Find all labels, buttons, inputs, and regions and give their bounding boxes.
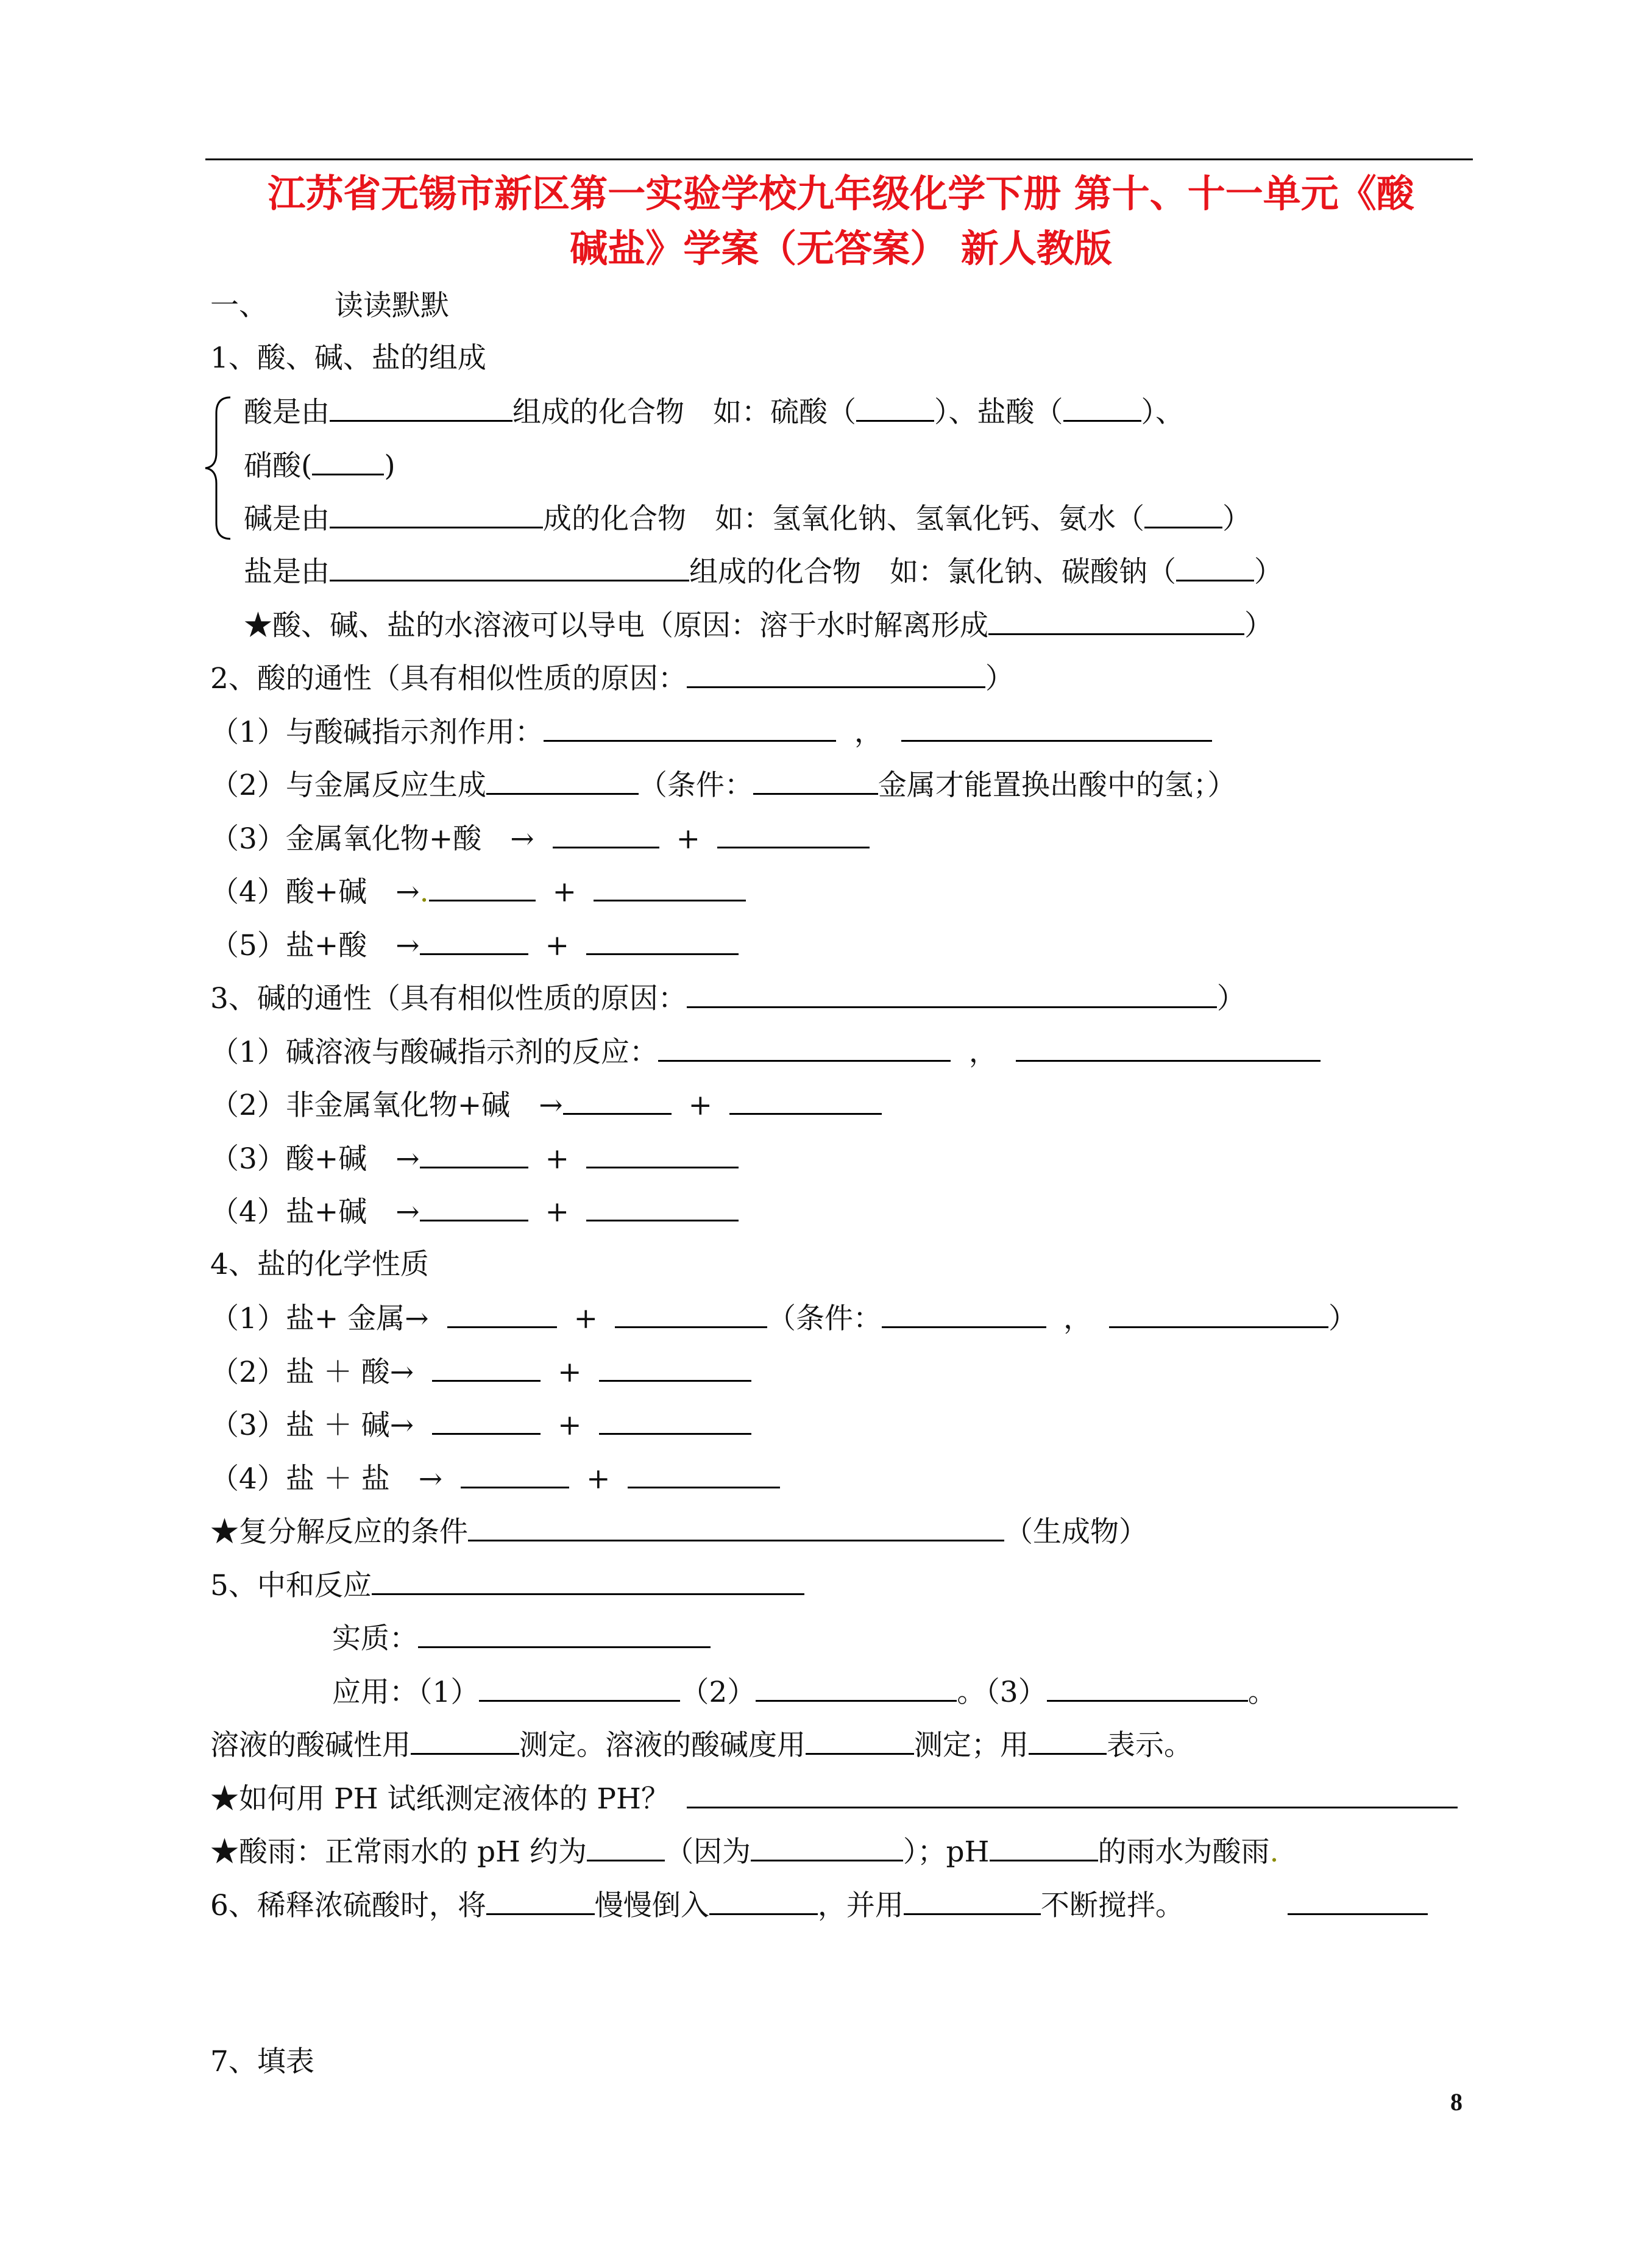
answer-blank[interactable] (1016, 1033, 1321, 1062)
section-label: 读读默默 (335, 289, 449, 322)
q5-ph-line: 溶液的酸碱性用 测定。溶液的酸碱度用 测定；用 表示。 (210, 1726, 1193, 1764)
answer-blank[interactable] (1288, 1886, 1428, 1915)
section-heading (210, 288, 449, 324)
q5-star-2: ★酸雨：正常雨水的 pH 约为 （因为 ）；pH 的雨水为酸雨. (210, 1833, 1278, 1871)
answer-blank[interactable] (904, 1886, 1041, 1915)
q1-heading: 1、酸、碱、盐的组成 (210, 341, 486, 375)
answer-blank[interactable] (586, 1140, 739, 1168)
answer-blank[interactable] (587, 1833, 665, 1861)
answer-blank[interactable] (486, 1886, 595, 1915)
q4-heading: 4、盐的化学性质 (210, 1248, 429, 1281)
answer-blank[interactable] (420, 1140, 528, 1168)
answer-blank[interactable] (599, 1353, 751, 1382)
q4-item-3: （3）盐 ＋ 碱→ + (210, 1406, 751, 1444)
answer-blank[interactable] (729, 1086, 882, 1115)
answer-blank[interactable] (687, 979, 1217, 1008)
answer-blank[interactable] (420, 1193, 528, 1221)
answer-blank[interactable] (756, 1673, 957, 1702)
answer-blank[interactable] (628, 1460, 780, 1488)
answer-blank[interactable] (586, 1193, 739, 1221)
answer-blank[interactable] (599, 1406, 751, 1435)
q4-star-line: ★复分解反应的条件 （生成物） (210, 1513, 1147, 1551)
answer-blank[interactable] (418, 1619, 711, 1648)
answer-blank[interactable] (1047, 1673, 1248, 1702)
answer-blank[interactable] (432, 1353, 541, 1382)
answer-blank[interactable] (372, 1566, 804, 1595)
answer-blank[interactable] (429, 873, 536, 901)
q5-heading: 5、中和反应 (210, 1566, 804, 1604)
answer-blank[interactable] (594, 873, 746, 901)
title-line-2: 碱盐》学案（无答案） 新人教版 (570, 226, 1112, 271)
answer-blank[interactable] (330, 553, 689, 581)
q5-essence: 实质： (332, 1619, 711, 1657)
answer-blank[interactable] (479, 1673, 680, 1702)
answer-blank[interactable] (1109, 1299, 1328, 1328)
answer-blank[interactable] (882, 1299, 1046, 1328)
answer-blank[interactable] (717, 820, 870, 848)
answer-blank[interactable] (687, 1780, 1458, 1808)
q5-star-1: ★如何用 PH 试纸测定液体的 PH？ (210, 1780, 1458, 1818)
answer-blank[interactable] (1029, 1726, 1107, 1755)
header-rule (205, 158, 1473, 160)
q1-acid-line-2: 硝酸( ) (244, 447, 395, 485)
answer-blank[interactable] (901, 713, 1212, 742)
answer-blank[interactable] (447, 1299, 557, 1328)
answer-blank[interactable] (753, 766, 878, 795)
answer-blank[interactable] (468, 1513, 1004, 1541)
q4-item-4: （4）盐 ＋ 盐 → + (210, 1460, 780, 1498)
section-number: 一、 (210, 289, 268, 322)
q6-line: 6、稀释浓硫酸时，将 慢慢倒入 ，并用 不断搅拌。 (210, 1886, 1428, 1924)
q2-item-5: （5）盐+酸 → + (210, 926, 739, 964)
answer-blank[interactable] (432, 1406, 541, 1435)
q2-item-4: （4）酸+碱 →. + (210, 873, 746, 911)
q7-heading: 7、填表 (210, 2045, 314, 2078)
answer-blank[interactable] (586, 926, 739, 955)
answer-blank[interactable] (990, 1833, 1098, 1861)
page-number: 8 (1450, 2088, 1462, 2116)
answer-blank[interactable] (988, 606, 1244, 635)
q1-salt-line: 盐是由 组成的化合物 如：氯化钠、碳酸钠（ ） (244, 553, 1283, 591)
q5-application: 应用：（1） （2） 。（3） 。 (332, 1673, 1277, 1711)
answer-blank[interactable] (553, 820, 659, 848)
answer-blank[interactable] (461, 1460, 569, 1488)
q1-star-line: ★酸、碱、盐的水溶液可以导电（原因：溶于水时解离形成 ） (244, 606, 1273, 644)
answer-blank[interactable] (1063, 393, 1141, 422)
title-line-1: 江苏省无锡市新区第一实验学校九年级化学下册 第十、十一单元《酸 (268, 171, 1414, 216)
answer-blank[interactable] (856, 393, 934, 422)
answer-blank[interactable] (615, 1299, 767, 1328)
q3-item-1: （1）碱溶液与酸碱指示剂的反应： ， (210, 1033, 1321, 1071)
answer-blank[interactable] (563, 1086, 672, 1115)
q3-item-2: （2）非金属氧化物+碱 → + (210, 1086, 882, 1124)
answer-blank[interactable] (806, 1726, 914, 1755)
answer-blank[interactable] (330, 393, 512, 422)
answer-blank[interactable] (658, 1033, 951, 1062)
q2-item-1: （1）与酸碱指示剂作用： ， (210, 713, 1212, 751)
q4-item-1: （1）盐+ 金属→ + （条件： ， ） (210, 1299, 1357, 1337)
q4-item-2: （2）盐 ＋ 酸→ + (210, 1353, 751, 1391)
answer-blank[interactable] (486, 766, 639, 795)
q3-item-4: （4）盐+碱 → + (210, 1193, 739, 1231)
answer-blank[interactable] (312, 447, 384, 475)
curly-brace-icon (203, 395, 233, 541)
answer-blank[interactable] (1176, 553, 1254, 581)
answer-blank[interactable] (330, 500, 543, 528)
q1-base-line: 碱是由 成的化合物 如：氢氧化钠、氢氧化钙、氨水（ ） (244, 500, 1251, 538)
answer-blank[interactable] (420, 926, 528, 955)
answer-blank[interactable] (709, 1886, 818, 1915)
answer-blank[interactable] (411, 1726, 519, 1755)
answer-blank[interactable] (687, 659, 985, 688)
q2-heading: 2、酸的通性（具有相似性质的原因： ） (210, 659, 1014, 697)
q2-item-2: （2）与金属反应生成 （条件： 金属才能置换出酸中的氢；） (210, 766, 1236, 804)
answer-blank[interactable] (544, 713, 836, 742)
q3-heading: 3、碱的通性（具有相似性质的原因： ） (210, 979, 1246, 1017)
answer-blank[interactable] (751, 1833, 903, 1861)
answer-blank[interactable] (1144, 500, 1222, 528)
q3-item-3: （3）酸+碱 → + (210, 1140, 739, 1178)
q2-item-3: （3）金属氧化物+酸 → + (210, 820, 870, 858)
q1-acid-line: 酸是由 组成的化合物 如：硫酸（ ）、盐酸（ ）、 (244, 393, 1184, 431)
